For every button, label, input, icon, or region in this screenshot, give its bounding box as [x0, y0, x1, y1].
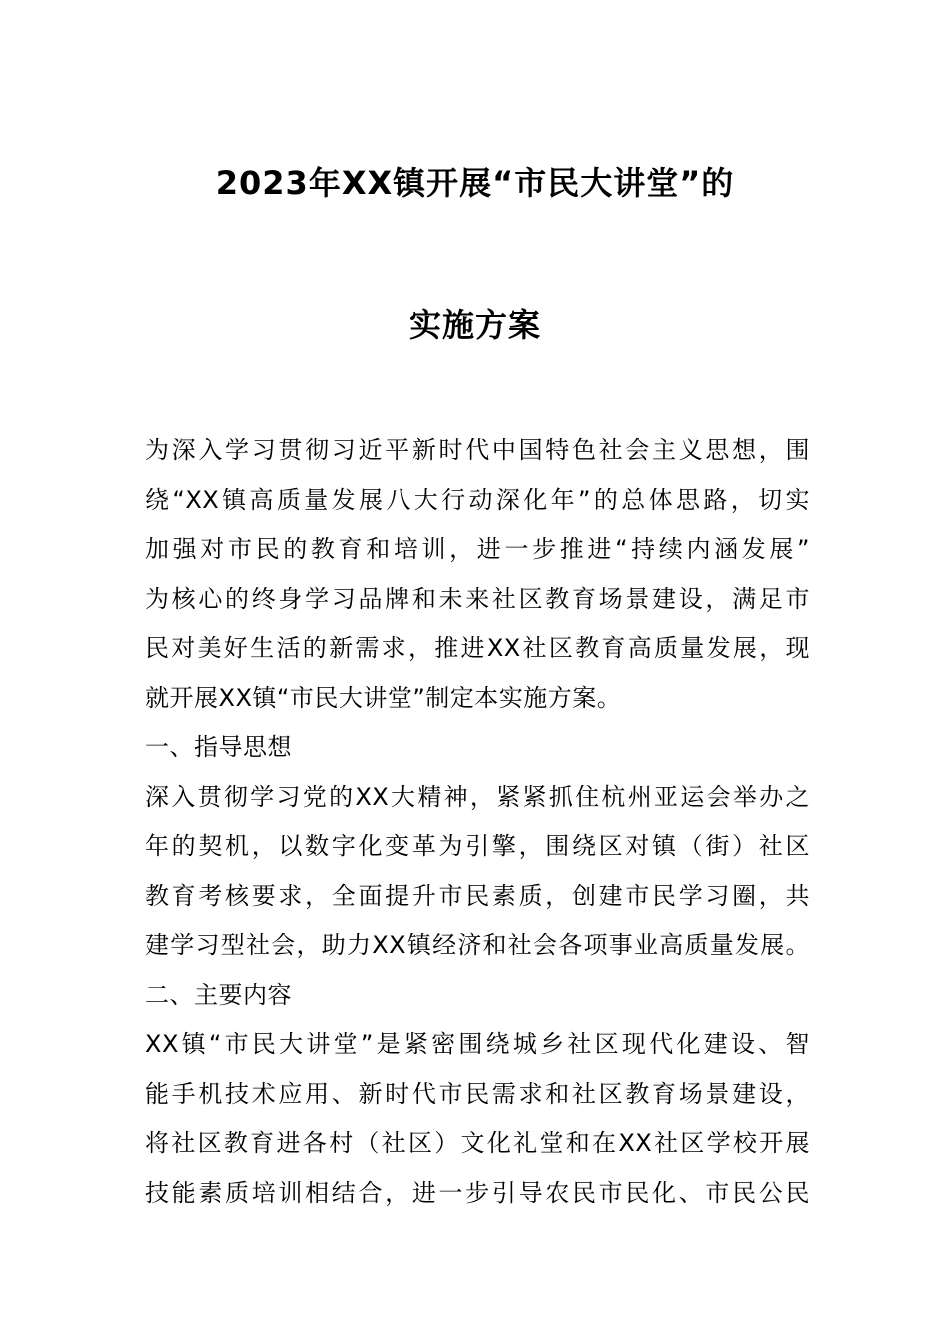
paragraph-guiding-line: 教育考核要求，全面提升市民素质，创建市民学习圈，共 [145, 881, 810, 910]
paragraph-intro-line: 加强对市民的教育和培训，进一步推进“持续内涵发展” [145, 535, 810, 563]
paragraph-content-line: XX镇“市民大讲堂”是紧密围绕城乡社区现代化建设、智 [145, 1030, 810, 1058]
paragraph-content-line: 能手机技术应用、新时代市民需求和社区教育场景建设， [145, 1079, 810, 1108]
document-title-line-2: 实施方案 [408, 306, 541, 344]
paragraph-content-line: 将社区教育进各村（社区）文化礼堂和在XX社区学校开展 [145, 1129, 810, 1157]
paragraph-intro-line: 为深入学习贯彻习近平新时代中国特色社会主义思想，围 [145, 436, 810, 464]
paragraph-intro-line: 民对美好生活的新需求，推进XX社区教育高质量发展，现 [145, 634, 810, 662]
paragraph-guiding-line: 建学习型社会，助力XX镇经济和社会各项事业高质量发展。 [145, 931, 810, 959]
paragraph-guiding-line: 深入贯彻学习党的XX大精神，紧紧抓住杭州亚运会举办之 [145, 782, 810, 811]
document-title-line-1: 2023年XX镇开展“市民大讲堂”的 [215, 164, 735, 202]
paragraph-intro-line: 为核心的终身学习品牌和未来社区教育场景建设，满足市 [145, 584, 810, 613]
document-body [145, 430, 810, 1222]
paragraph-content-line: 技能素质培训相结合，进一步引导农民市民化、市民公民 [145, 1178, 810, 1207]
section-heading-guiding-thought: 一、指导思想 [145, 733, 292, 761]
paragraph-intro-line: 就开展XX镇“市民大讲堂”制定本实施方案。 [145, 683, 622, 712]
paragraph-guiding-line: 年的契机，以数字化变革为引擎，围绕区对镇（街）社区 [145, 832, 810, 860]
paragraph-intro-line: 绕“XX镇高质量发展八大行动深化年”的总体思路，切实 [145, 485, 810, 514]
section-heading-main-content: 二、主要内容 [145, 980, 292, 1009]
